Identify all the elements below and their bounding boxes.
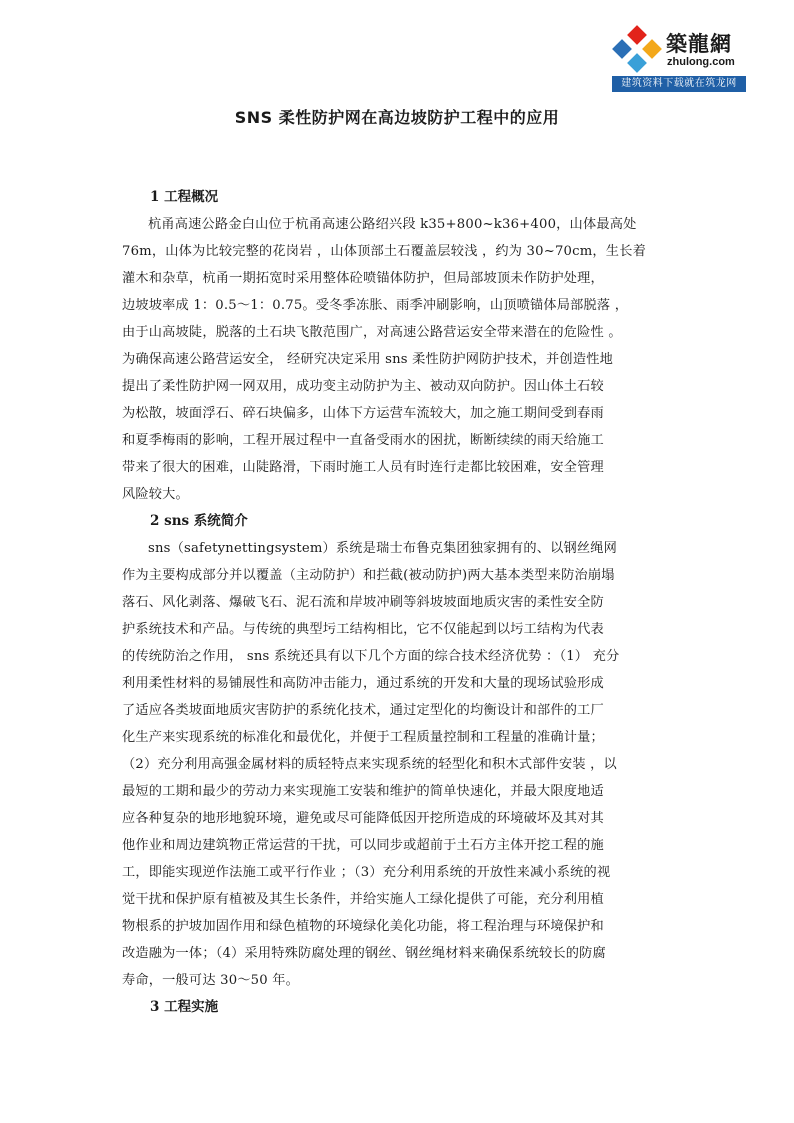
paragraph-line: 物根系的护坡加固作用和绿色植物的环境绿化美化功能，将工程治理与环境保护和 (122, 919, 604, 934)
paragraph-line: 作为主要构成部分并以覆盖（主动防护）和拦截(被动防护)两大基本类型来防治崩塌 (122, 568, 615, 583)
paragraph-line: 76m，山体为比较完整的花岗岩 ，山体顶部土石覆盖层较浅 ，约为 30~70cm，生长着 (122, 244, 646, 259)
paragraph-line: 他作业和周边建筑物正常运营的干扰，可以同步或超前于土石方主体开挖工程的施 (122, 838, 604, 853)
paragraph-line: 风险较大。 (122, 487, 189, 502)
paragraph-line: 改造融为一体；（4）采用特殊防腐处理的钢丝、钢丝绳材料来确保系统较长的防腐 (122, 946, 606, 961)
section-heading: 2 sns 系统简介 (150, 513, 248, 529)
paragraph-line: 带来了很大的困难，山陡路滑，下雨时施工人员有时连行走都比较困难，安全管理 (122, 460, 604, 475)
paragraph-line: 工，即能实现逆作法施工或平行作业 ；（3）充分利用系统的开放性来减小系统的视 (122, 865, 611, 880)
paragraph-line: 寿命，一般可达 30～50 年。 (122, 973, 300, 988)
logo-name: 築龍網 (666, 31, 732, 56)
paragraph-line: 的传统防治之作用， sns 系统还具有以下几个方面的综合技术经济优势 ：（1） 充分 (122, 649, 620, 664)
zhulong-logo-mark-icon (612, 25, 662, 75)
paragraph-line: 为确保高速公路营运安全， 经研究决定采用 sns 柔性防护网防护技术，并创造性地 (122, 352, 613, 367)
paragraph-line: 觉干扰和保护原有植被及其生长条件，并给实施人工绿化提供了可能，充分利用植 (122, 892, 604, 907)
section-paragraph (122, 211, 674, 508)
paragraph-line: 边坡坡率成 1：0.5～1：0.75。受冬季冻胀、雨季冲刷影响，山顶喷锚体局部脱落 ， (122, 298, 629, 313)
paragraph-line: 化生产来实现系统的标准化和最优化，并便于工程质量控制和工程量的准确计量； (122, 730, 604, 745)
section-paragraph (122, 535, 674, 994)
paragraph-line: 利用柔性材料的易铺展性和高防冲击能力，通过系统的开发和大量的现场试验形成 (122, 676, 604, 691)
logo-domain: zhulong.com (667, 55, 735, 68)
document-body (122, 184, 674, 1021)
paragraph-line: 了适应各类坡面地质灾害防护的系统化技术，通过定型化的均衡设计和部件的工厂 (122, 703, 604, 718)
paragraph-line: 和夏季梅雨的影响，工程开展过程中一直备受雨水的困扰，断断续续的雨天给施工 (122, 433, 604, 448)
paragraph-line: 应各种复杂的地形地貌环境，避免或尽可能降低因开挖所造成的环境破坏及其对其 (122, 811, 604, 826)
section-heading: 1 工程概况 (150, 189, 219, 205)
paragraph-line: 护系统技术和产品。与传统的典型圬工结构相比，它不仅能起到以圬工结构为代表 (122, 622, 604, 637)
paragraph-line: 最短的工期和最少的劳动力来实现施工安装和维护的简单快速化，并最大限度地适 (122, 784, 604, 799)
paragraph-line: 提出了柔性防护网一网双用，成功变主动防护为主、被动双向防护。因山体土石较 (122, 379, 604, 394)
document-title: SNS 柔性防护网在高边坡防护工程中的应用 (234, 108, 560, 127)
paragraph-line: 为松散，坡面浮石、碎石块偏多，山体下方运营车流较大，加之施工期间受到春雨 (122, 406, 604, 421)
paragraph-line: sns（safetynettingsystem）系统是瑞士布鲁克集团独家拥有的、以钢丝绳网 (148, 541, 618, 556)
section-heading: 3 工程实施 (150, 999, 219, 1015)
logo-slogan: 建筑资料下载就在筑龙网 (612, 76, 746, 92)
paragraph-line: （2）充分利用高强金属材料的质轻特点来实现系统的轻型化和积木式部件安装 ，以 (122, 757, 617, 772)
paragraph-line: 灌木和杂草，杭甬一期拓宽时采用整体砼喷锚体防护，但局部坡顶未作防护处理， (122, 271, 604, 286)
paragraph-line: 由于山高坡陡，脱落的土石块飞散范围广，对高速公路营运安全带来潜在的危险性 。 (122, 325, 622, 340)
paragraph-line: 杭甬高速公路金白山位于杭甬高速公路绍兴段 k35+800~k36+400，山体最高处 (148, 217, 637, 232)
zhulong-logo (612, 24, 746, 96)
paragraph-line: 落石、风化剥落、爆破飞石、泥石流和岸坡冲刷等斜坡坡面地质灾害的柔性安全防 (122, 595, 604, 610)
